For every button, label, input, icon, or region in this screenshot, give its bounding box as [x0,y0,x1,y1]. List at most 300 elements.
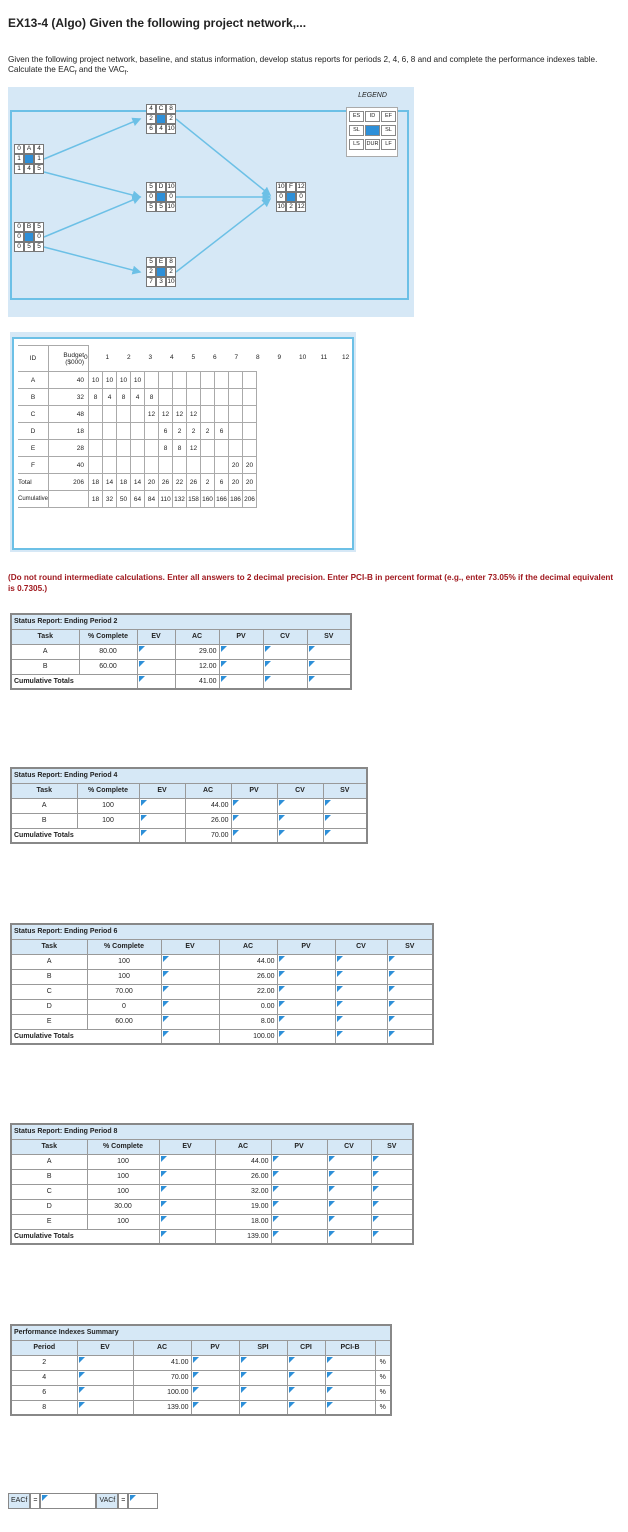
percent-complete: 100 [77,813,139,828]
actual-cost: 41.00 [133,1355,191,1370]
ev-input[interactable] [142,799,183,812]
pv-cell [231,828,277,843]
ev-cell [77,1385,133,1400]
budget-row-budget [49,491,89,508]
budget-cell: 8 [145,389,159,406]
pv-cell [271,1184,327,1199]
table-caption: Status Report: Ending Period 2 [11,614,351,629]
pv-input[interactable] [280,1015,333,1028]
cv-cell [335,1014,387,1029]
budget-cell [229,423,243,440]
pv-input[interactable] [274,1230,325,1243]
sv-input[interactable] [326,814,365,827]
budget-row-id: B [18,389,49,406]
spi-input[interactable] [242,1371,285,1384]
budget-cell: 22 [173,474,187,491]
percent-sign: % [375,1385,391,1400]
pv-cell [271,1214,327,1229]
legend-es: ES [349,111,364,122]
vac-label: VACf [96,1493,118,1509]
sv-input[interactable] [374,1170,411,1183]
node-c-sr: 2 [166,114,176,124]
node-f-sl: 0 [276,192,286,202]
spi-input[interactable] [242,1401,285,1414]
ev-cell [77,1355,133,1370]
pv-input[interactable] [234,829,275,842]
pcib-input[interactable] [328,1401,373,1414]
percent-complete: 100 [87,1184,159,1199]
actual-cost: 100.00 [133,1385,191,1400]
node-d-ls: 5 [146,202,156,212]
spi-cell [239,1400,287,1415]
ev-input[interactable] [140,660,173,673]
cv-cell [335,954,387,969]
vac-input[interactable] [128,1493,158,1509]
header-ev: EV [161,939,219,954]
ev-input[interactable] [162,1170,213,1183]
budget-cell: 110 [159,491,173,508]
ev-input[interactable] [80,1386,131,1399]
ev-input[interactable] [164,985,217,998]
header-ev: EV [137,629,175,644]
cv-input[interactable] [330,1215,369,1228]
node-a-sl: 1 [14,154,24,164]
sv-input[interactable] [390,970,431,983]
cv-input[interactable] [266,660,305,673]
ev-input[interactable] [80,1401,131,1414]
header-pct: % Complete [79,629,137,644]
pv-cell [191,1370,239,1385]
sv-input[interactable] [390,985,431,998]
budget-row-id: Cumulative [18,491,49,508]
pv-input[interactable] [280,970,333,983]
node-b-ef: 5 [34,222,44,232]
header-ev: EV [77,1340,133,1355]
ev-input[interactable] [142,814,183,827]
pcib-cell [325,1385,375,1400]
node-d-es: 5 [146,182,156,192]
node-c-ls: 6 [146,124,156,134]
budget-cell [173,389,187,406]
budget-cell [117,440,131,457]
actual-cost: 44.00 [215,1154,271,1169]
spi-cell [239,1385,287,1400]
sv-cell [371,1214,413,1229]
budget-cell: 158 [187,491,201,508]
node-f-sr: 0 [296,192,306,202]
ev-input[interactable] [164,970,217,983]
task-row [11,644,351,659]
percent-complete: 70.00 [87,984,161,999]
node-e-ls: 7 [146,277,156,287]
percent-complete: 100 [77,798,139,813]
node-f-es: 10 [277,183,285,190]
performance-row [11,1370,391,1385]
cpi-cell [287,1355,325,1370]
budget-cell [117,406,131,423]
cv-input[interactable] [338,1015,385,1028]
task-id: E [11,1014,87,1029]
ev-cell [137,644,175,659]
ev-cell [161,954,219,969]
network-node-a [14,144,44,174]
pv-input[interactable] [194,1386,237,1399]
pv-input[interactable] [234,799,275,812]
sv-cell [387,954,433,969]
node-e-id: E [156,257,166,267]
pv-cell [271,1154,327,1169]
task-row [11,1154,413,1169]
budget-cell [131,440,145,457]
task-id: D [11,1199,87,1214]
ev-input[interactable] [164,1000,217,1013]
node-a-ef: 4 [34,144,44,154]
pv-cell [271,1169,327,1184]
budget-cell [201,457,215,474]
header-ac: AC [133,1340,191,1355]
budget-cell [117,423,131,440]
header-pv: PV [231,783,277,798]
pcib-cell [325,1370,375,1385]
budget-cell: 10 [103,372,117,389]
pv-cell [231,798,277,813]
actual-cost: 139.00 [215,1229,271,1244]
node-c-lf: 10 [167,125,175,132]
budget-cell: 10 [131,372,145,389]
budget-cell: 12 [173,406,187,423]
cpi-input[interactable] [290,1401,323,1414]
period-number: 9 [277,354,282,361]
node-d-sr: 0 [166,192,176,202]
task-row [11,659,351,674]
ev-input[interactable] [164,1015,217,1028]
budget-row [18,372,257,389]
cv-cell [277,798,323,813]
budget-cell [89,457,103,474]
budget-cell [229,372,243,389]
budget-cell [117,457,131,474]
pv-cell [277,984,335,999]
cv-cell [327,1214,371,1229]
node-e-sr: 2 [166,267,176,277]
sv-input[interactable] [390,1015,431,1028]
budget-cell [243,406,257,423]
performance-row [11,1385,391,1400]
ev-cell [159,1154,215,1169]
legend-dur: DUR [365,139,380,150]
pv-input[interactable] [274,1215,325,1228]
sv-cell [307,659,351,674]
percent-complete: 60.00 [87,1014,161,1029]
percent-complete: 100 [87,969,161,984]
percent-complete: 30.00 [87,1199,159,1214]
header-pv: PV [277,939,335,954]
cv-input[interactable] [280,799,321,812]
pv-cell [191,1400,239,1415]
task-row [11,1014,433,1029]
ev-input[interactable] [140,675,173,688]
budget-cell: 6 [215,423,229,440]
pv-input[interactable] [194,1371,237,1384]
ev-input[interactable] [164,1030,217,1043]
pv-input[interactable] [274,1155,325,1168]
cumulative-label: Cumulative Totals [11,828,139,843]
table-caption: Status Report: Ending Period 6 [11,924,433,939]
pcib-input[interactable] [328,1356,373,1369]
budget-cell [159,372,173,389]
sv-input[interactable] [310,645,349,658]
ev-input[interactable] [80,1371,131,1384]
actual-cost: 29.00 [175,644,219,659]
cv-input[interactable] [280,814,321,827]
pv-cell [277,999,335,1014]
cpi-input[interactable] [290,1371,323,1384]
sv-cell [307,674,351,689]
sr4-table [10,767,368,844]
pv-input[interactable] [280,955,333,968]
cv-cell [335,999,387,1014]
cpi-cell [287,1370,325,1385]
network-node-b [14,222,44,252]
cv-input[interactable] [338,970,385,983]
budget-cell: 14 [131,474,145,491]
budget-cell [145,372,159,389]
budget-cell: 20 [229,474,243,491]
legend-sl-right: SL [381,125,396,136]
ev-cell [139,813,185,828]
budget-cell: 18 [89,474,103,491]
task-row [11,798,367,813]
budget-cell: 8 [173,440,187,457]
header-ac: AC [215,1139,271,1154]
ev-input[interactable] [140,645,173,658]
node-a-id: A [24,144,34,154]
pv-cell [219,644,263,659]
budget-cell [131,406,145,423]
header-cv: CV [277,783,323,798]
cv-input[interactable] [330,1230,369,1243]
ev-input[interactable] [162,1155,213,1168]
task-row [11,999,433,1014]
cpi-input[interactable] [290,1356,323,1369]
cv-input[interactable] [280,829,321,842]
sv-input[interactable] [390,1030,431,1043]
actual-cost: 44.00 [185,798,231,813]
percent-complete: 100 [87,1169,159,1184]
legend-sl-left: SL [349,125,364,136]
pv-input[interactable] [280,1000,333,1013]
ev-cell [159,1169,215,1184]
budget-row-budget: 48 [49,406,89,423]
ev-input[interactable] [162,1200,213,1213]
budget-cell [201,372,215,389]
cpi-input[interactable] [290,1386,323,1399]
node-e-es: 5 [146,257,156,267]
node-b-es: 0 [14,222,24,232]
cumulative-row [11,828,367,843]
sv-input[interactable] [326,829,365,842]
sv-cell [323,813,367,828]
sv-input[interactable] [326,799,365,812]
pv-cell [191,1385,239,1400]
pv-input[interactable] [274,1170,325,1183]
budget-cell [145,440,159,457]
task-row [11,1214,413,1229]
sv-cell [371,1154,413,1169]
pv-input[interactable] [222,645,261,658]
ev-input[interactable] [142,829,183,842]
sv-cell [387,1029,433,1044]
node-b-ls: 0 [14,242,24,252]
budget-cell [103,457,117,474]
header-task: Task [11,783,77,798]
sv-input[interactable] [310,675,349,688]
ev-input[interactable] [162,1185,213,1198]
ev-cell [161,1014,219,1029]
budget-cell: 12 [159,406,173,423]
budget-cell [215,406,229,423]
network-node-c [146,104,176,134]
budget-cell: 50 [117,491,131,508]
node-c-center [156,114,166,124]
budget-cell: 20 [243,474,257,491]
legend-id: ID [365,111,380,122]
pv-input[interactable] [222,660,261,673]
performance-row [11,1400,391,1415]
sv-input[interactable] [374,1200,411,1213]
budget-cell [187,457,201,474]
header-sv: SV [371,1139,413,1154]
cv-input[interactable] [330,1200,369,1213]
sv-input[interactable] [374,1185,411,1198]
budget-cell [243,440,257,457]
actual-cost: 19.00 [215,1199,271,1214]
pv-cell [277,1029,335,1044]
budget-row [18,491,257,508]
actual-cost: 70.00 [185,828,231,843]
budget-cell: 206 [243,491,257,508]
budget-cell: 20 [145,474,159,491]
sv-input[interactable] [390,955,431,968]
pv-input[interactable] [280,1030,333,1043]
ev-input[interactable] [80,1356,131,1369]
ev-input[interactable] [162,1230,213,1243]
actual-cost: 12.00 [175,659,219,674]
budget-cell: 6 [215,474,229,491]
header-pct: % Complete [87,939,161,954]
cv-input[interactable] [338,1000,385,1013]
cumulative-label: Cumulative Totals [11,674,137,689]
node-d-sl: 0 [146,192,156,202]
ev-cell [159,1214,215,1229]
pv-input[interactable] [234,814,275,827]
budget-cell: 8 [117,389,131,406]
sv-input[interactable] [374,1215,411,1228]
ev-cell [161,1029,219,1044]
pv-cell [231,813,277,828]
node-a-lf: 5 [34,164,44,174]
budget-cell: 18 [117,474,131,491]
budget-cell [103,423,117,440]
pv-input[interactable] [194,1401,237,1414]
ev-input[interactable] [164,955,217,968]
task-id: A [11,1154,87,1169]
spi-input[interactable] [242,1386,285,1399]
node-f-id: F [286,182,296,192]
percent-complete: 80.00 [79,644,137,659]
pv-input[interactable] [194,1356,237,1369]
budget-cell [243,423,257,440]
cv-input[interactable] [338,985,385,998]
node-c-id: C [156,104,166,114]
cv-input[interactable] [330,1170,369,1183]
cv-input[interactable] [330,1185,369,1198]
cv-input[interactable] [338,1030,385,1043]
legend-title: LEGEND [358,92,387,99]
cv-input[interactable] [266,645,305,658]
sv-input[interactable] [374,1155,411,1168]
actual-cost: 32.00 [215,1184,271,1199]
budget-row-budget: 28 [49,440,89,457]
pv-cell [271,1199,327,1214]
header-sv: SV [323,783,367,798]
pv-input[interactable] [274,1185,325,1198]
node-d-id: D [156,182,166,192]
cv-cell [263,674,307,689]
sv-cell [371,1184,413,1199]
sv-cell [387,984,433,999]
cv-cell [327,1229,371,1244]
cv-input[interactable] [330,1155,369,1168]
pv-cell [191,1355,239,1370]
cv-input[interactable] [266,675,305,688]
actual-cost: 44.00 [219,954,277,969]
budget-cell [103,406,117,423]
eac-input[interactable] [40,1493,96,1509]
budget-cell [215,457,229,474]
cv-input[interactable] [338,955,385,968]
actual-cost: 8.00 [219,1014,277,1029]
spi-input[interactable] [242,1356,285,1369]
pcib-input[interactable] [328,1371,373,1384]
node-a-dur: 4 [24,164,34,174]
table-caption: Performance Indexes Summary [11,1325,391,1340]
node-f-center [286,192,296,202]
ev-input[interactable] [162,1215,213,1228]
pv-cell [277,954,335,969]
task-row [11,954,433,969]
cv-cell [335,1029,387,1044]
ev-cell [161,984,219,999]
budget-cell: 166 [215,491,229,508]
sv-input[interactable] [310,660,349,673]
header-task: Task [11,629,79,644]
pcib-input[interactable] [328,1386,373,1399]
cv-cell [327,1184,371,1199]
sv-input[interactable] [390,1000,431,1013]
budget-cell: 18 [89,491,103,508]
percent-complete: 0 [87,999,161,1014]
period: 4 [11,1370,77,1385]
budget-row-id: C [18,406,49,423]
pv-input[interactable] [222,675,261,688]
actual-cost: 26.00 [185,813,231,828]
pv-input[interactable] [274,1200,325,1213]
budget-row [18,389,257,406]
header-ev: EV [139,783,185,798]
pv-input[interactable] [280,985,333,998]
sv-input[interactable] [374,1230,411,1243]
